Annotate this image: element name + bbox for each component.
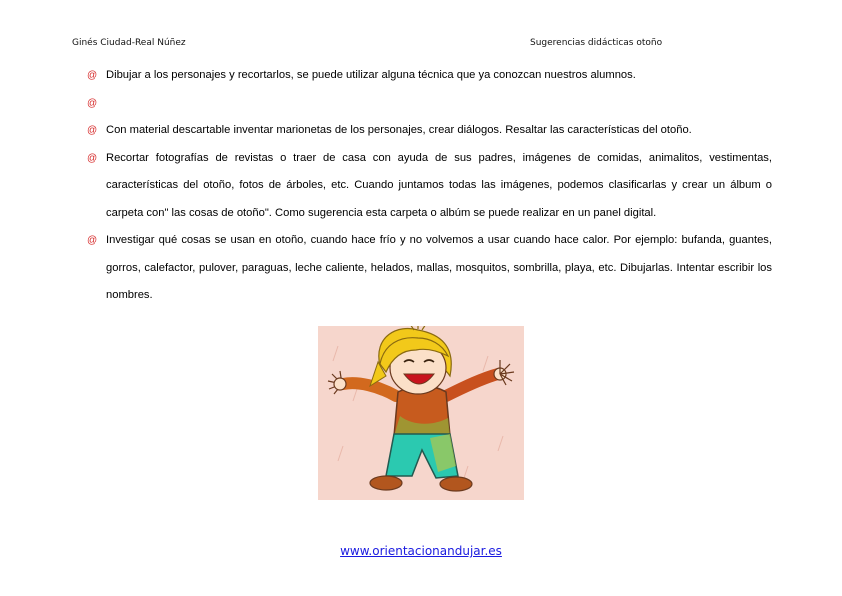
footer (0, 544, 842, 558)
list-item-text: Recortar fotografías de revistas o traer de casa con ayuda de sus padres, imágenes de comidas, animalitos, vestimentas, características del otoño, fotos de árboles, etc. Cuando juntamos todas las imágenes, podemos clasificarlas y crear un álbum o carpeta con" las cosas de otoño". Como sugerencia esta carpeta o albúm se puede realizar en un panel digital. (106, 151, 772, 219)
swirl-bullet-icon: @ (87, 97, 98, 109)
list-item-text: Con material descartable inventar marionetas de los personajes, crear diálogos. Resaltar las características del otoño. (106, 124, 692, 136)
swirl-bullet-icon: @ (87, 235, 98, 246)
list-item-text: Investigar qué cosas se usan en otoño, cuando hace frío y no volvemos a usar cuando hace calor. Por ejemplo: bufanda, guantes, gorros, calefactor, pulover, paraguas, leche caliente, helados, mallas, mosquitos, sombrilla, playa, etc. Dibujarlas. Intentar escribir los nombres. (106, 234, 772, 301)
list-item (86, 62, 772, 90)
list-item-text: Dibujar a los personajes y recortarlos, se puede utilizar alguna técnica que ya conozcan nuestros alumnos. (106, 69, 636, 81)
header-author: Ginés Ciudad-Real Núñez (72, 38, 186, 48)
swirl-bullet-icon: @ (87, 152, 98, 164)
child-drawing (318, 326, 524, 500)
swirl-bullet-icon: @ (87, 125, 98, 136)
list-item (86, 90, 772, 118)
website-link[interactable]: www.orientacionandujar.es (340, 544, 502, 558)
child-illustration (318, 326, 524, 500)
swirl-bullet-icon: @ (87, 70, 98, 81)
suggestion-list (86, 62, 772, 310)
list-item (86, 227, 772, 310)
list-item (86, 145, 772, 228)
list-item (86, 117, 772, 145)
header-title: Sugerencias didácticas otoño (530, 38, 663, 48)
